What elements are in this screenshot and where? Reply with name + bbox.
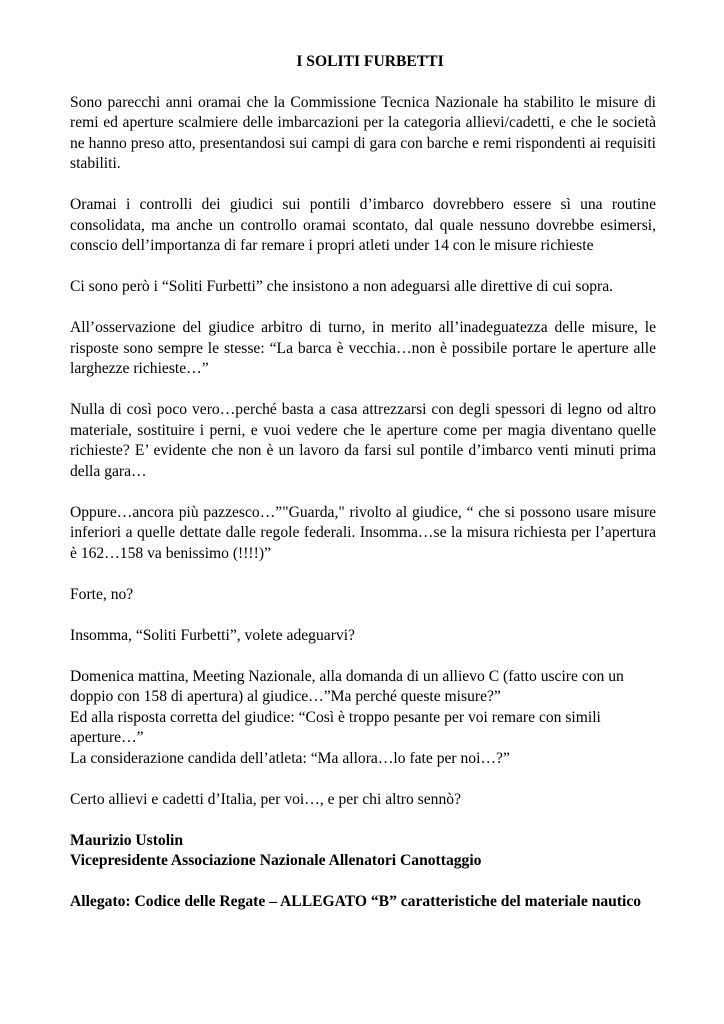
paragraph-3: Ci sono però i “Soliti Furbetti” che insistono a non adeguarsi alle direttive di cui sopra. [70,278,614,295]
paragraph-5: Nulla di così poco vero…perché basta a casa attrezzarsi con degli spessori di legno od altro materiale, sostituire i perni, e vuoi vedere che le aperture come per magia diventano quelle richieste? E’ evidente che non è un lavoro da farsi sul pontile d’imbarco venti minuti prima della gara… [70,401,656,480]
signature-name: Maurizio Ustolin [70,831,184,849]
attachment-note: Allegato: Codice delle Regate – ALLEGATO “B” caratteristiche del materiale nautico [70,893,642,910]
dialogue-line-2: Ed alla risposta corretta del giudice: “Così è troppo pesante per voi remare con simili aperture…” [70,708,601,746]
document-title: I SOLITI FURBETTI [296,53,444,70]
paragraph-6: Oppure…ancora più pazzesco…”"Guarda," rivolto al giudice, “ che si possono usare misure inferiori a quelle dettate dalle regole federali. Insomma…se la misura richiesta per l’apertura è 162…158 va benissimo (!!!!)” [70,503,656,562]
document-page [70,52,656,913]
paragraph-8: Insomma, “Soliti Furbetti”, volete adeguarvi? [70,626,355,644]
signature-block [70,831,656,872]
paragraph-4: All’osservazione del giudice arbitro di turno, in merito all’inadeguatezza delle misure, le risposte sono sempre le stesse: “La barca è vecchia…non è possibile portare le aperture alle larghezze richieste…” [70,319,656,377]
signature-role: Vicepresidente Associazione Nazionale Allenatori Canottaggio [70,852,482,869]
dialogue-line-1: Domenica mattina, Meeting Nazionale, alla domanda di un allievo C (fatto uscire con un doppio con 158 di apertura) al giudice…”Ma perché queste misure?” [70,667,624,705]
dialogue-line-3: La considerazione candida dell’atleta: “Ma allora…lo fate per noi…?” [70,749,510,767]
paragraph-1: Sono parecchi anni oramai che la Commissione Tecnica Nazionale ha stabilito le misure di remi ed aperture scalmiere delle imbarcazioni per la categoria allievi/cadetti, e che le società ne hanno preso atto, presentandosi sui campi di gara con barche e remi rispondenti ai requisiti stabiliti. [70,93,656,172]
paragraph-2: Oramai i controlli dei giudici sui pontili d’imbarco dovrebbero essere sì una routine consolidata, ma anche un controllo oramai scontato, dal quale nessuno dovrebbe esimersi, conscio dell’importanza di far remare i propri atleti under 14 con le misure richieste [70,196,656,254]
dialogue-block [70,667,656,770]
closing-paragraph: Certo allievi e cadetti d’Italia, per voi…, e per chi altro sennò? [70,790,461,808]
paragraph-7: Forte, no? [70,585,134,603]
